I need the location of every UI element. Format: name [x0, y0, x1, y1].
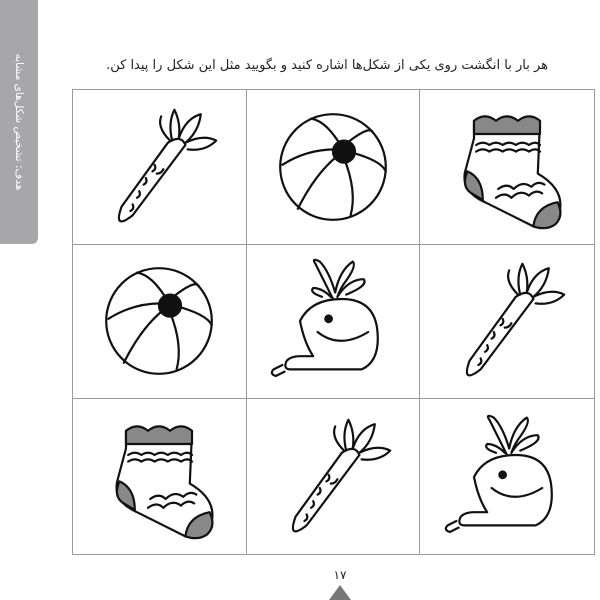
side-tab: [0, 0, 38, 244]
ball-icon[interactable]: [93, 255, 225, 387]
carrot-icon[interactable]: [267, 411, 399, 543]
side-tab-label: هدف: تشخیص شکل‌های مشابه: [13, 53, 25, 191]
picture-grid: [72, 89, 595, 555]
whale-icon[interactable]: [441, 411, 573, 543]
grid-cell: [247, 399, 421, 554]
grid-cell: [420, 90, 594, 245]
carrot-icon[interactable]: [93, 101, 225, 233]
grid-cell: [73, 245, 247, 400]
carrot-icon[interactable]: [441, 255, 573, 387]
page-number: ۱۷: [333, 568, 347, 582]
grid-cell: [73, 90, 247, 245]
grid-cell: [73, 399, 247, 554]
grid-cell: [247, 245, 421, 400]
ball-icon[interactable]: [267, 101, 399, 233]
grid-cell: [247, 90, 421, 245]
grid-cell: [420, 245, 594, 400]
instruction-text: هر بار با انگشت روی یکی از شکل‌ها اشاره کنید و بگویید مثل این شکل را پیدا کن.: [106, 58, 548, 73]
grid-cell: [420, 399, 594, 554]
page-marker-triangle: [329, 585, 351, 600]
whale-icon[interactable]: [267, 255, 399, 387]
sock-icon[interactable]: [441, 101, 573, 233]
sock-icon[interactable]: [93, 411, 225, 543]
